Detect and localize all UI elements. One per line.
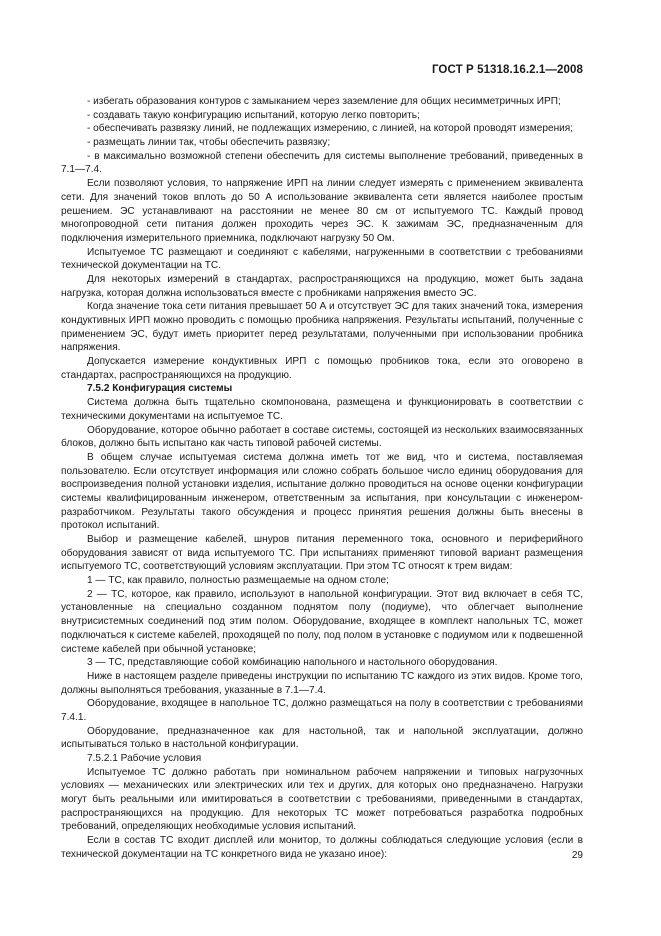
paragraph: Оборудование, предназначенное как для настольной, так и напольной эксплуатации, должно испытываться только в настольной конфигурации. [61, 725, 583, 751]
paragraph: Оборудование, входящее в напольное ТС, должно размещаться на полу в соответствии с требованиями 7.4.1. [61, 698, 583, 723]
paragraph: 7.5.2.1 Рабочие условия [87, 753, 202, 764]
paragraph: 3 — ТС, представляющие собой комбинацию напольного и настольного оборудования. [87, 657, 498, 669]
paragraph: - в максимально возможной степени обеспечить для системы выполнение требований, приведенных в 7.1—7.4. [61, 150, 583, 176]
standard-header: ГОСТ Р 51318.16.2.1—2008 [431, 64, 583, 76]
paragraph: Допускается измерение кондуктивных ИРП с помощью пробников тока, если это оговорено в стандартах, распространяющихся на продукцию. [61, 356, 583, 381]
paragraph: Испытуемое ТС размещают и соединяют с кабелями, нагруженными в соответствии с требованиями технической документации на ТС. [61, 246, 583, 272]
paragraph: 1 — ТС, как правило, полностью размещаемые на одном столе; [87, 575, 389, 587]
paragraph: - избегать образования контуров с замыканием через заземление для общих несимметричных ИРП; [87, 96, 561, 107]
paragraph: 2 — ТС, которое, как правило, используют в напольной конфигурации. Этот вид включает в себя ТС, установленные на специально созданном поднятом полу (подиуме), что облегчает выполнение внутрисистемных соединений под этим полом. Оборудование, входящее в комплект напольных ТС, может подключаться к системе кабелей, проходящей по полу, под полом в установке с подиумом или к подвешенной системе кабелей при обычной установке; [61, 588, 583, 655]
paragraph: Оборудование, которое обычно работает в составе системы, состоящей из нескольких взаимосвязанных блоков, должно быть испытано как часть типовой рабочей системы. [61, 424, 583, 450]
paragraph: Если позволяют условия, то напряжение ИРП на линии следует измерять с применением эквивалента сети. Для значений токов вплоть до 50 А использование эквивалента сети является наиболее простым решением. ЭС устанавливают на расстоянии не менее 80 см от испытуемого ТС. Каждый провод многопроводной сети питания должен проходить через ЭС. К зажимам ЭС, предназначенным для подключения измерительного приемника, подключают нагрузку 50 Ом. [61, 178, 583, 244]
paragraph: - размещать линии так, чтобы обеспечить развязку; [87, 137, 331, 149]
paragraph: Испытуемое ТС должно работать при номинальном рабочем напряжении и типовых нагрузочных условиях — механических или электрических или тех и других, для которых оно предназначено. Нагрузки могут быть реальными или имитироваться в соответствии с требованиями, приведенными в стандартах, распространяющихся на продукцию. Для некоторых ТС может потребоваться разработка подробных требований, определяющих необходимые условия испытаний. [61, 766, 583, 833]
paragraph: Когда значение тока сети питания превышает 50 А и отсутствует ЭС для таких значений тока, измерения кондуктивных ИРП можно проводить с помощью пробника напряжения. Результаты испытаний, полученные с применением ЭС, будут иметь приоритет перед результатами, полученными при использовании пробника напряжения. [61, 301, 583, 354]
section-heading: 7.5.2 Конфигурация системы [87, 383, 233, 395]
paragraph: - создавать такую конфигурацию испытаний, которую легко повторить; [87, 109, 420, 121]
paragraph: Система должна быть тщательно скомпонована, размещена и функционировать в соответствии с техническими документами на испытуемое ТС. [61, 397, 583, 422]
paragraph: Ниже в настоящем разделе приведены инструкции по испытанию ТС каждого из этих видов. Кроме того, должны выполняться требования, указанные в 7.1—7.4. [61, 670, 583, 696]
paragraph: Для некоторых измерений в стандартах, распространяющихся на продукцию, может быть задана нагрузка, которая должна использоваться вместе с пробниками напряжения вместо ЭС. [61, 273, 583, 299]
paragraph: - обеспечивать развязку линий, не подлежащих измерению, с линией, на которой проводят измерения; [87, 123, 574, 135]
page-number: 29 [571, 850, 583, 861]
document-body [61, 95, 583, 862]
paragraph: Выбор и размещение кабелей, шнуров питания переменного тока, основного и периферийного оборудования зависят от вида испытуемого ТС. При испытаниях применяют типовой вариант размещения испытуемого ТС, соответствующий условиям эксплуатации. При этом ТС относят к трем видам: [61, 534, 583, 573]
paragraph: Если в состав ТС входит дисплей или монитор, то должны соблюдаться следующие условия (если в технической документации на ТС конкретного вида не указано иное): [61, 835, 583, 860]
paragraph: В общем случае испытуемая система должна иметь тот же вид, что и система, поставляемая пользователю. Если отсутствует информация или сложно собрать большое число единиц оборудования для воспроизведения полной установки изделия, испытание должно проводиться на основе оценки конфигурации системы квалифицированным инженером, ответственным за испытания, при консультации с инженером-разработчиком. Результаты такого обсуждения и процесс принятия решения должны быть внесены в протокол испытаний. [61, 451, 583, 532]
